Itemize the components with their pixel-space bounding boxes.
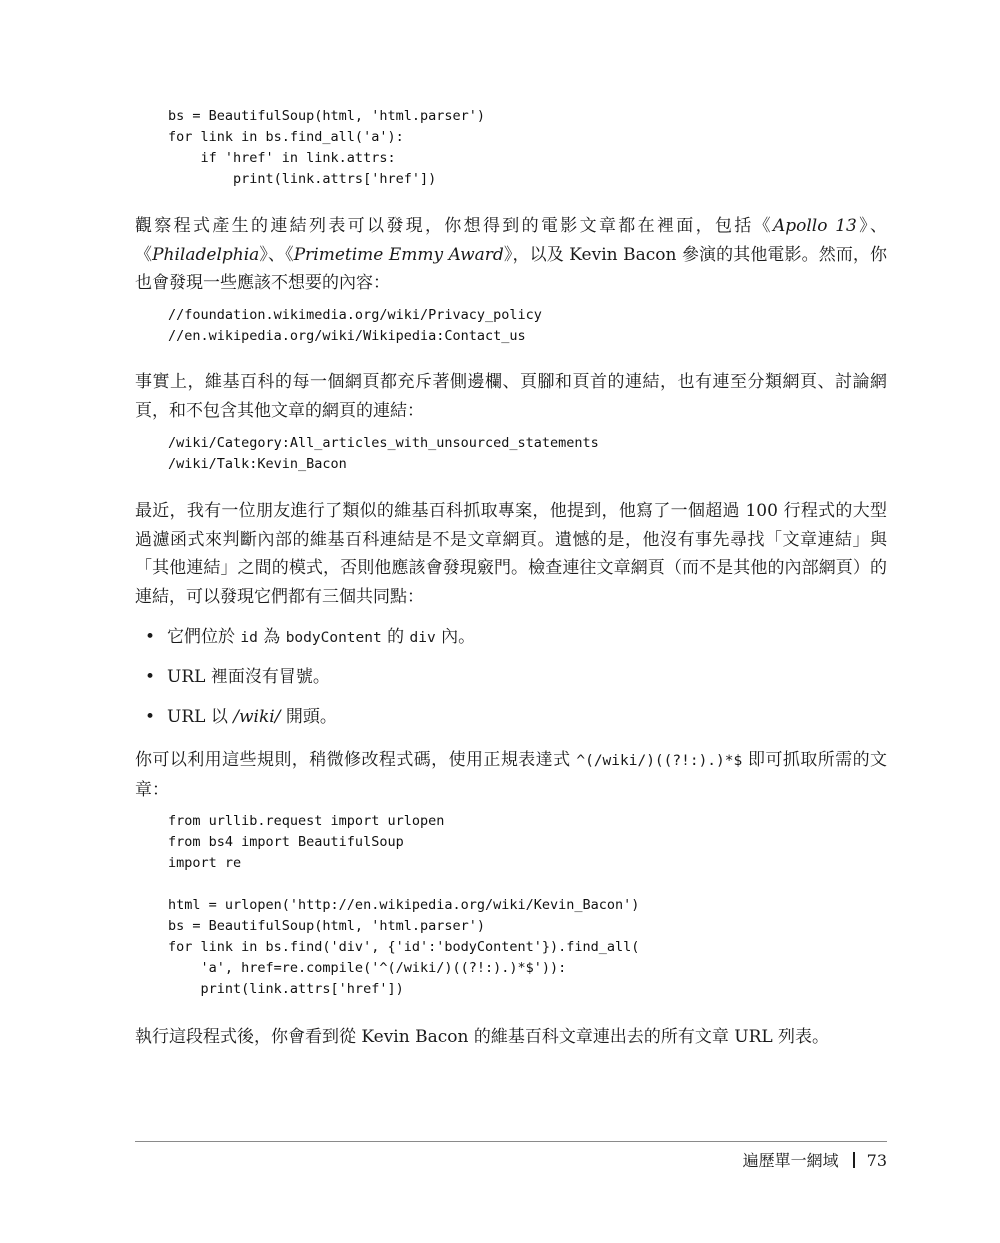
code-block-unwanted-links: //foundation.wikimedia.org/wiki/Privacy_policy //en.wikipedia.org/wiki/Wikipedia:Contact_us: [168, 307, 542, 344]
bullet-icon: •: [145, 707, 156, 727]
code-block-kevin-bacon-scraper: from urllib.request import urlopen from bs4 import BeautifulSoup import re html = urlopen('http://en.wikipedia.org/wiki/Kevin_Bacon') bs = BeautifulSoup(html, 'html.parser') for link in bs.find('div', {'id':'bodyContent'}).find_all( 'a', href=re.compile('^(/wiki/)((?!:).)*$')): print(link.attrs['href']): [168, 813, 640, 997]
bullet-icon: •: [145, 667, 156, 687]
award-title-emmy: Primetime Emmy Award: [293, 244, 504, 265]
page-number: 73: [866, 1151, 887, 1170]
movie-title-philadelphia: Philadelphia: [152, 244, 260, 265]
paragraph-friend-project: 最近，我有一位朋友進行了類似的維基百科抓取專案，他提到，他寫了一個超過 100 行程式的大型過濾函式來判斷內部的維基百科連結是不是文章網頁。遺憾的是，他沒有事先尋找「文章連結」與「其他連結」之間的模式，否則他應該會發現竅門。檢查連往文章網頁（而不是其他的內部網頁）的連結，可以發現它們都有三個共同點：: [135, 501, 887, 607]
footer-separator: [853, 1152, 855, 1168]
paragraph-link-observation: 觀察程式產生的連結列表可以發現，你想得到的電影文章都在裡面，包括《Apollo 13》、《Philadelphia》、《Primetime Emmy Award》，以及 Kevin Bacon 參演的其他電影。然而，你也會發現一些應該不想要的內容：: [135, 216, 888, 293]
footer-divider: [135, 1141, 887, 1142]
bullet-icon: •: [145, 627, 156, 647]
code-block-find-all-links: bs = BeautifulSoup(html, 'html.parser') for link in bs.find_all('a'): if 'href' in link.attrs: print(link.attrs['href']): [168, 108, 485, 187]
page-footer: [743, 1150, 887, 1172]
article-link-characteristics-list: [135, 624, 887, 744]
paragraph-sidebar-links: 事實上，維基百科的每一個網頁都充斥著側邊欄、頁腳和頁首的連結，也有連至分類網頁、討論網頁，和不包含其他文章的網頁的連結：: [135, 372, 887, 421]
list-item: • URL 裡面沒有冒號。: [135, 664, 887, 704]
movie-title-apollo: Apollo 13: [772, 216, 857, 236]
footer-section-title: 遍歷單一網域: [742, 1151, 839, 1170]
paragraph-regex-rule: 你可以利用這些規則，稍微修改程式碼，使用正規表達式 ^(/wiki/)((?!:).)*$ 即可抓取所需的文章：: [135, 750, 888, 800]
paragraph-result: 執行這段程式後，你會看到從 Kevin Bacon 的維基百科文章連出去的所有文章 URL 列表。: [135, 1027, 830, 1047]
code-block-category-links: /wiki/Category:All_articles_with_unsourced_statements /wiki/Talk:Kevin_Bacon: [168, 435, 599, 472]
regex-inline-code: ^(/wiki/)((?!:).)*$: [576, 753, 743, 769]
list-item: • URL 以 /wiki/ 開頭。: [135, 704, 887, 744]
list-item: • 它們位於 id 為 bodyContent 的 div 內。: [135, 624, 887, 664]
